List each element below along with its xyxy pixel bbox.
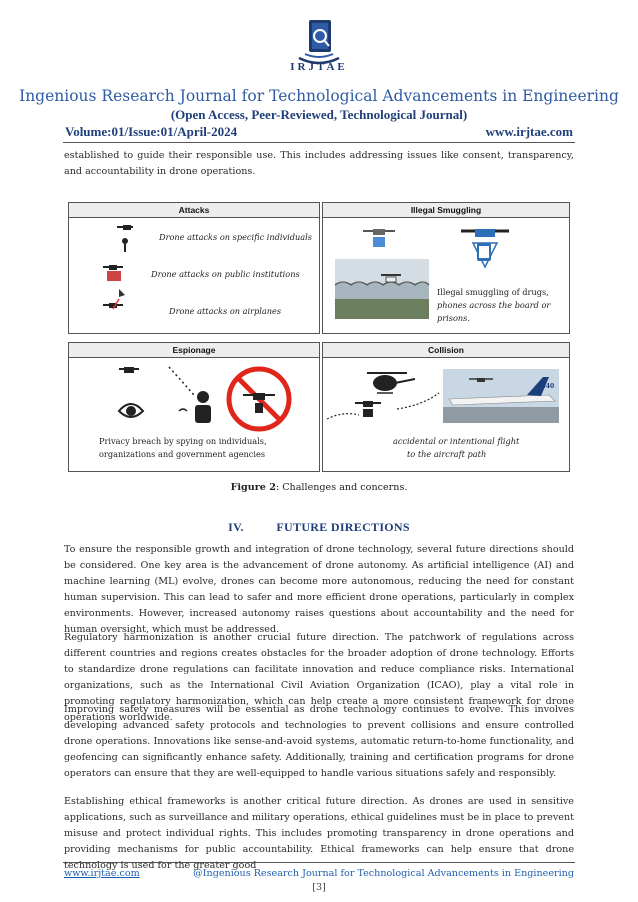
section-number: IV. bbox=[228, 520, 244, 534]
logo-text: IRJTAE bbox=[290, 61, 348, 73]
paragraph-2: Regulatory harmonization is another crucial future direction. The patchwork of regulations across different countries and regions creates obstacles for the broader adoption of drone technology. Efforts to standardize drone regulations can facilitate innovation and reduce compliance risks. International organizations, such as the International Civil Aviation Organization (ICAO), play a vital role in promoting regulatory harmonization, which can help create a more consistent framework for drone operations worldwide. bbox=[64, 632, 574, 723]
panel-smuggling-title: Illegal Smuggling bbox=[323, 203, 569, 218]
paragraph-4: Establishing ethical frameworks is another critical future direction. As drones are used in sensitive applications, such as surveillance and military operations, ethical guidelines must be in place to prevent misuse and protect individual rights. This includes promoting transparency in drone operations and providing mechanisms for public accountability. Ethical frameworks can help ensure that drone technology is used for the greater good bbox=[64, 796, 574, 871]
footer-website-link[interactable]: www.irjtae.com bbox=[64, 868, 140, 879]
figure-caption-text: : Challenges and concerns. bbox=[275, 482, 408, 493]
figure-2 bbox=[64, 196, 574, 474]
page-number: [3] bbox=[312, 882, 326, 893]
attack-item-1: Drone attacks on specific individuals bbox=[159, 232, 312, 242]
section-title: FUTURE DIRECTIONS bbox=[276, 520, 410, 534]
panel-attacks-title: Attacks bbox=[69, 203, 319, 218]
section-heading bbox=[0, 520, 638, 535]
espionage-caption-2: organizations and government agencies bbox=[99, 449, 266, 459]
paragraph-3: Improving safety measures will be essential as drone technology continues to evolve. This involves developing advanced safety protocols and technologies to prevent collisions and ensure controlled drone operations. Innovations like sense-and-avoid systems, automatic return-to-home functionality, and geofencing can significantly enhance safety. Additionally, training and certification programs for drone operators can ensure that they are well-equipped to handle various situations safely and responsibly. bbox=[64, 704, 574, 779]
header-website: www.irjtae.com bbox=[485, 124, 573, 139]
panel-espionage bbox=[68, 342, 320, 472]
smuggling-caption-3: prisons. bbox=[437, 313, 470, 323]
panel-attacks bbox=[68, 202, 320, 334]
smuggling-caption-2: phones across the board or bbox=[437, 300, 551, 310]
attack-drones-icon bbox=[73, 219, 133, 331]
attack-item-3: Drone attacks on airplanes bbox=[169, 306, 282, 316]
smuggling-caption-1: Illegal smuggling of drugs, bbox=[437, 287, 549, 297]
collision-illustration-icon bbox=[323, 359, 569, 439]
panel-smuggling bbox=[322, 202, 570, 334]
airplane-label: A340 bbox=[537, 383, 555, 390]
journal-title: Ingenious Research Journal for Technological Advancements in Engineering bbox=[19, 87, 619, 105]
footer-copyright: @Ingenious Research Journal for Technological Advancements in Engineering bbox=[193, 868, 574, 879]
figure-caption-label: Figure 2 bbox=[230, 482, 276, 493]
paragraph-1: To ensure the responsible growth and integration of drone technology, several future directions should be considered. One key area is the advancement of drone autonomy. As artificial intelligence (AI) and machine learning (ML) evolve, drones can become more autonomous, reducing the need for constant human supervision. This can lead to safer and more efficient drone operations, particularly in complex environments. However, increased autonomy raises questions about accountability and the need for human oversight, which must be addressed. bbox=[64, 544, 574, 635]
collision-caption-2: to the aircraft path bbox=[407, 449, 487, 459]
volume-issue: Volume:01/Issue:01/April-2024 bbox=[65, 124, 238, 139]
figure-caption bbox=[0, 482, 638, 493]
panel-collision-title: Collision bbox=[323, 343, 569, 358]
collision-caption-1: accidental or intentional flight bbox=[393, 436, 520, 446]
journal-subtitle: (Open Access, Peer-Reviewed, Technological Journal) bbox=[170, 107, 468, 122]
panel-collision bbox=[322, 342, 570, 472]
footer-divider bbox=[63, 862, 575, 863]
panel-espionage-title: Espionage bbox=[69, 343, 319, 358]
header-divider bbox=[63, 142, 575, 143]
espionage-caption-1: Privacy breach by spying on individuals, bbox=[99, 436, 267, 446]
intro-paragraph: established to guide their responsible use. This includes addressing issues like consent, transparency, and accountability in drone operations. bbox=[64, 150, 574, 177]
attack-item-2: Drone attacks on public institutions bbox=[151, 269, 300, 279]
espionage-illustration-icon bbox=[69, 359, 319, 439]
